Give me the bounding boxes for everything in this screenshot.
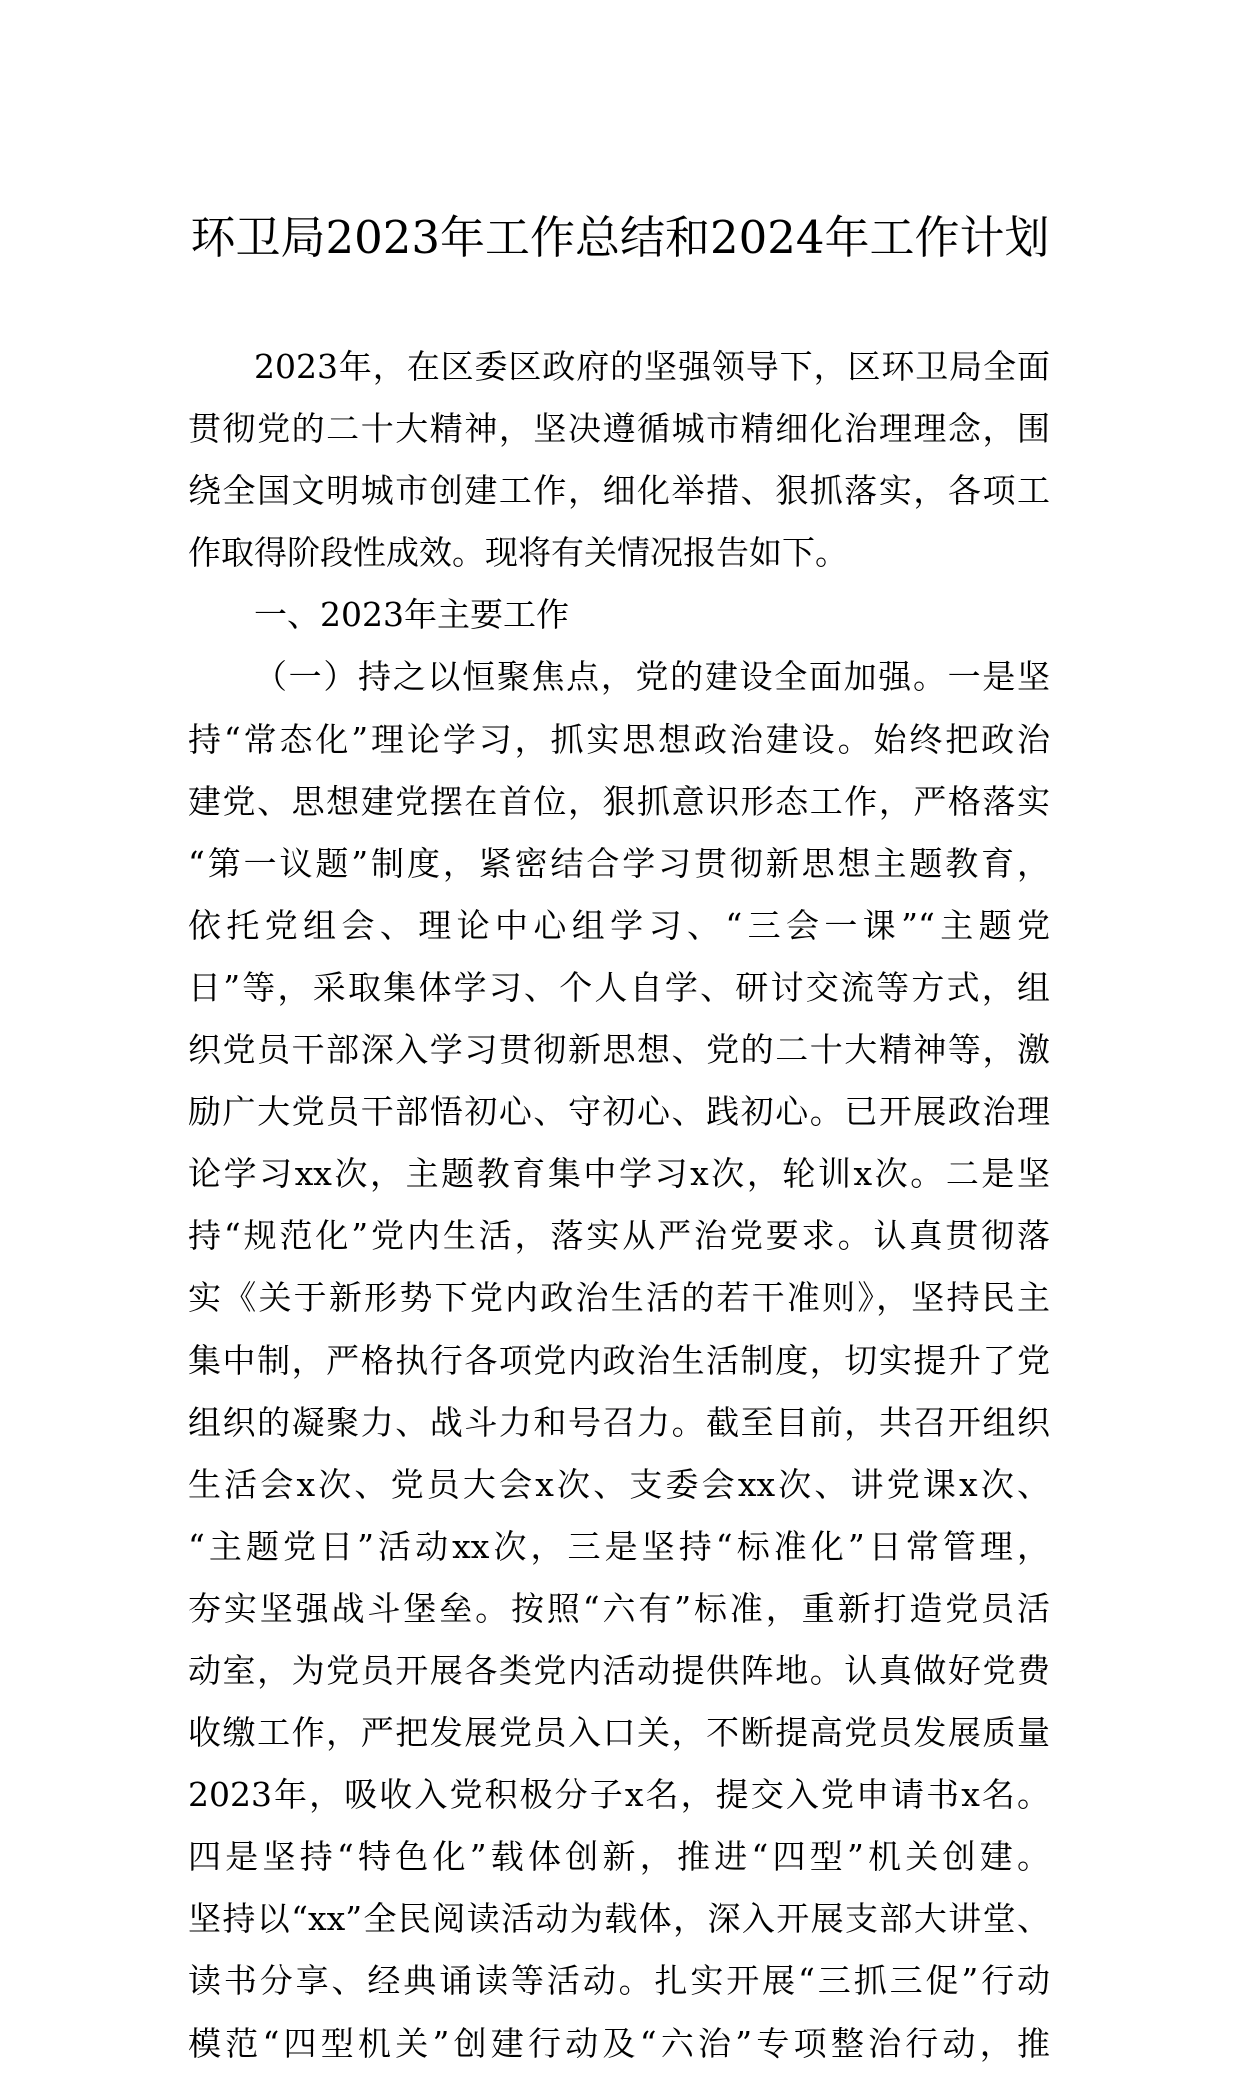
paragraph-line: 组织的凝聚力、战斗力和号召力。截至目前，共召开组织: [188, 1402, 1050, 1442]
paragraph-line: 动室，为党员开展各类党内活动提供阵地。认真做好党费: [188, 1650, 1050, 1690]
document-body: [188, 336, 1050, 2075]
paragraph-line: “第一议题”制度，紧密结合学习贯彻新思想主题教育，: [188, 843, 1050, 883]
paragraph-line: 2023年，在区委区政府的坚强领导下，区环卫局全面: [254, 347, 1050, 386]
paragraph-line: 励广大党员干部悟初心、守初心、践初心。已开展政治理: [188, 1092, 1050, 1132]
paragraph-line: 依托党组会、理论中心组学习、“三会一课”“主题党: [188, 905, 1050, 945]
paragraph-line: 读书分享、经典诵读等活动。扎实开展“三抓三促”行动: [188, 1961, 1050, 2001]
paragraph-line: 持“规范化”党内生活，落实从严治党要求。认真贯彻落: [188, 1216, 1050, 1256]
paragraph-line: 模范“四型机关”创建行动及“六治”专项整治行动，推: [188, 2023, 1050, 2063]
paragraph-line: （一）持之以恒聚焦点，党的建设全面加强。一是坚: [254, 657, 1050, 697]
paragraph-line: “主题党日”活动xx次，三是坚持“标准化”日常管理，: [188, 1526, 1050, 1566]
paragraph-line: 织党员干部深入学习贯彻新思想、党的二十大精神等，激: [188, 1030, 1050, 1070]
paragraph-line: 建党、思想建党摆在首位，狠抓意识形态工作，严格落实: [188, 781, 1050, 821]
paragraph-line: 集中制，严格执行各项党内政治生活制度，切实提升了党: [188, 1340, 1050, 1380]
paragraph-line: 作取得阶段性成效。现将有关情况报告如下。: [188, 533, 848, 573]
paragraph-line: 收缴工作，严把发展党员入口关，不断提高党员发展质量: [188, 1713, 1050, 1753]
paragraph-line: 绕全国文明城市创建工作，细化举措、狠抓落实，各项工: [188, 471, 1050, 511]
paragraph-line: 持“常态化”理论学习，抓实思想政治建设。始终把政治: [188, 719, 1050, 759]
paragraph-line: 夯实坚强战斗堡垒。按照“六有”标准，重新打造党员活: [188, 1588, 1050, 1628]
document-title: 环卫局2023年工作总结和2024年工作计划: [190, 211, 1050, 264]
paragraph-line: 贯彻党的二十大精神，坚决遵循城市精细化治理理念，围: [188, 409, 1050, 449]
section-heading: 一、2023年主要工作: [254, 595, 569, 635]
paragraph-line: 实《关于新形势下党内政治生活的若干准则》，坚持民主: [188, 1278, 1050, 1318]
paragraph-line: 四是坚持“特色化”载体创新，推进“四型”机关创建。: [188, 1837, 1050, 1877]
paragraph-line: 日”等，采取集体学习、个人自学、研讨交流等方式，组: [188, 967, 1050, 1007]
paragraph-line: 论学习xx次，主题教育集中学习x次，轮训x次。二是坚: [188, 1154, 1050, 1194]
paragraph-line: 生活会x次、党员大会x次、支委会xx次、讲党课x次、: [188, 1464, 1050, 1504]
paragraph-line: 坚持以“xx”全民阅读活动为载体，深入开展支部大讲堂、: [188, 1899, 1050, 1939]
paragraph-line: 2023年，吸收入党积极分子x名，提交入党申请书x名。: [188, 1775, 1050, 1815]
